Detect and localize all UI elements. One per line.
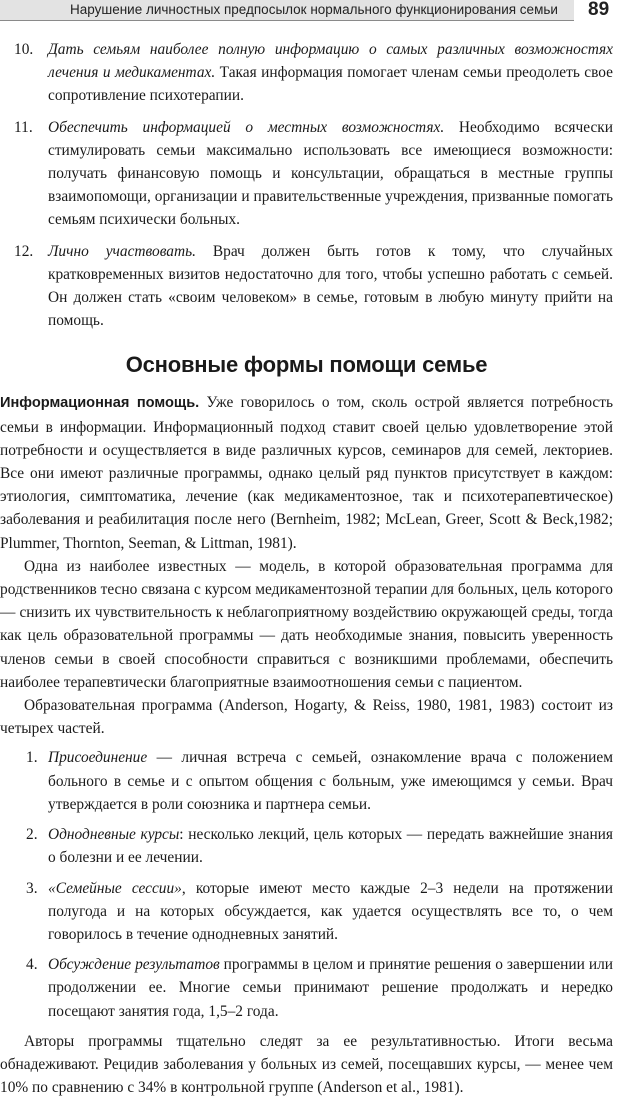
numbered-item-11 [0, 116, 613, 232]
page-body [0, 38, 613, 1099]
list-item-text [48, 877, 613, 947]
section-title: Основные формы помощи семье [125, 352, 488, 378]
numbered-item-10 [0, 38, 613, 108]
list-item [0, 953, 613, 1023]
header-title: Нарушение личностных предпосылок нормального функционирования семьи [70, 2, 558, 17]
list-item-body: программы в целом и принятие решения о завершении или продолжении ее. Многие семьи принимают решение продолжать и нередко посещают занятия года, 1,5–2 года. [48, 956, 613, 1020]
list-item-number: 2. [26, 826, 38, 844]
list-item-text [48, 953, 613, 1023]
list-item-italic: «Семейные сессии» [48, 879, 182, 897]
item-text [48, 116, 613, 232]
list-item-text [48, 746, 613, 816]
program-parts-list [0, 746, 613, 1022]
list-item-number: 4. [26, 956, 38, 974]
item-lead-italic: Дать семьям наиболее полную информацию о самых различных возможностях лечения и медикаментах. [48, 41, 613, 82]
item-text [48, 240, 613, 333]
paragraph-informational-help [0, 391, 613, 554]
paragraph-run-in-heading: Информационная помощь. [0, 395, 200, 412]
page-number: 89 [588, 0, 610, 20]
numbered-item-12 [0, 240, 613, 333]
list-item-italic: Присоединение [48, 749, 148, 767]
item-number: 11. [14, 118, 33, 136]
item-text [48, 38, 613, 108]
list-item-italic: Обсуждение результатов [48, 956, 220, 974]
item-lead-italic: Обеспечить информацией о местных возможностях. [48, 118, 445, 136]
item-number: 10. [14, 41, 34, 58]
paragraph-results: Авторы программы тщательно следят за ее результативностью. Итоги весьма обнадеживают. Рецидив заболевания у больных из семей, посещавших курсы, — менее чем 10% по сравнению с 34% в контрольной группе (Anderson et al., 1981). [0, 1032, 613, 1097]
list-item [0, 823, 613, 869]
list-item-body: : несколько лекций, цель которых — передать важнейшие знания о болезни и ее лечении. [48, 826, 613, 867]
list-item [0, 877, 613, 947]
paragraph-program: Образовательная программа (Anderson, Hogarty, & Reiss, 1980, 1981, 1983) состоит из четырех частей. [0, 697, 613, 738]
list-item-text [48, 823, 613, 869]
list-item-body: — личная встреча с семьей, ознакомление врача с положением больного в семье и с опытом общения с больным, уже имеющимся у семьи. Врач утверждается в роли союзника и партнера семьи. [48, 749, 613, 813]
header-band [0, 0, 574, 21]
list-item-body: , которые имеют место каждые 2–3 недели на протяжении полугода и на которых обсуждается, как удается осуществлять все то, о чем говорилось в течение однодневных занятий. [48, 879, 613, 943]
running-header [0, 0, 620, 22]
paragraph-model: Одна из наиболее известных — модель, в которой образовательная программа для родственников тесно связана с курсом медикаментозной терапии для больных, цель которого — снизить их чувствительность к неблагоприятному воздействию окружающей среды, тогда как цель образовательной программы — дать необходимые знания, повысить уверенность членов семьи в своей способности справиться с возникшими проблемами, обеспечить наиболее терапевтически благоприятные взаимоотношения семьи с пациентом. [0, 557, 613, 691]
item-number: 12. [14, 242, 34, 260]
list-item-number: 3. [26, 879, 38, 897]
list-item-italic: Однодневные курсы [48, 826, 180, 844]
item-body: Необходимо всячески стимулировать семьи максимально использовать все имеющиеся возможности: получать финансовую помощь и консультации, обращаться в местные группы взаимопомощи, организации и правительственные учреждения, призванные помогать семьям психически больных. [48, 118, 613, 229]
item-lead-italic: Лично участвовать. [48, 242, 196, 260]
list-item-number: 1. [26, 749, 38, 767]
item-body: Врач должен быть готов к тому, что случайных кратковременных визитов недостаточно для того, чтобы успешно работать с семьей. Он должен стать «своим человеком» в семье, готовым в любую минуту прийти на помощь. [48, 242, 613, 330]
paragraph-body: Уже говорилось о том, сколь острой является потребность семьи в информации. Информационный подход ставит своей целью удовлетворение этой потребности и осуществляется в виде различных курсов, семинаров для семей, лекториев. Все они имеют различные программы, однако целый ряд пунктов присутствует в каждом: этиология, симптоматика, лечение (как медикаментозное, так и психотерапевтическое) заболевания и реабилитация после него (Bernheim, 1982; McLean, Greer, Scott & Beck,1982; Plummer, Thornton, Seeman, & Littman, 1981). [0, 394, 614, 552]
list-item [0, 746, 613, 816]
item-body: Такая информация помогает членам семьи преодолеть свое сопротивление психотерапии. [48, 64, 613, 105]
